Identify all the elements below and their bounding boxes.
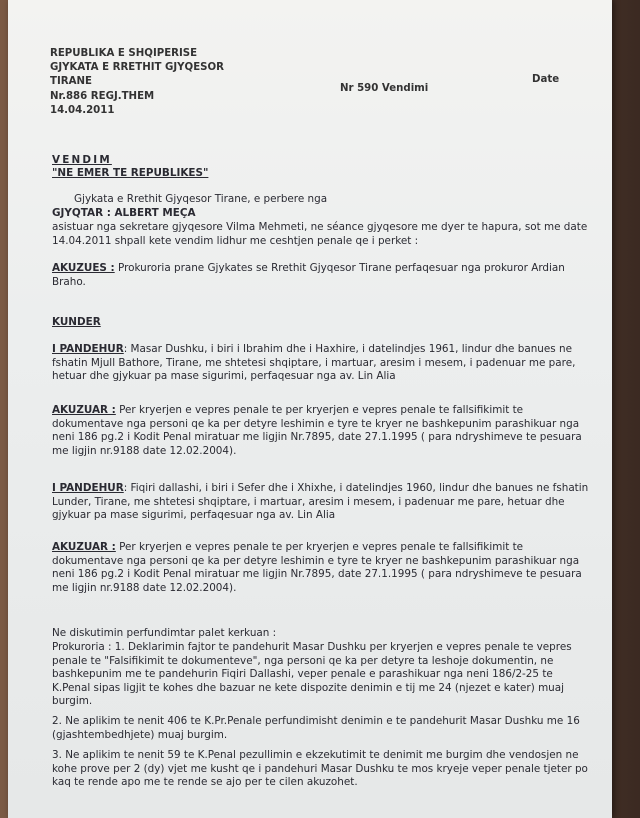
request-item-2: 2. Ne aplikim te nenit 406 te K.Pr.Penale perfundimisht denimin e te pandehurit Masar Dushku me 16 (gjashtembedhjete) muaj burgim. xyxy=(52,715,580,741)
discussion-intro: Ne diskutimin perfundimtar palet kerkuan : xyxy=(52,627,277,639)
defendant-label: I PANDEHUR xyxy=(52,482,124,494)
date-label: Date xyxy=(532,74,560,85)
document-title: VENDIM xyxy=(52,154,112,166)
header-line: REPUBLIKA E SHQIPERISE xyxy=(50,48,198,59)
document-page xyxy=(8,0,612,818)
charge-2-paragraph xyxy=(52,541,592,595)
intro-line: Gjykata e Rrethit Gjyqesor Tirane, e perbere nga xyxy=(74,193,328,205)
header-line: 14.04.2011 xyxy=(50,104,115,116)
header-line: Nr.886 REGJ.THEM xyxy=(50,90,155,102)
document-subtitle: "NE EMER TE REPUBLIKES" xyxy=(52,167,209,179)
prosecutor-label: AKUZUES : xyxy=(52,262,115,274)
intro-paragraph: asistuar nga sekretare gjyqesore Vilma Mehmeti, ne séance gjyqesore me dyer te hapura, sot me date 14.04.2011 shpall kete vendim lidhur me ceshtjen penale qe i perket : xyxy=(52,221,588,247)
decision-number: Nr 590 Vendimi xyxy=(340,83,429,94)
charge-text: Per kryerjen e vepres penale te per kryerjen e vepres penale te fallsifikimit te dokumentave nga personi qe ka per detyre leshimin e tyre te kryer ne bashkepunim parashikuar nga neni 186 pg.2 i Kodit Penal miratuar me ligjin Nr.7895, date 27.1.1995 ( para ndryshimeve te pesuara me ligjin nr.9188 date 12.02.2004). xyxy=(52,404,582,457)
against-heading: KUNDER xyxy=(52,316,101,328)
header-line: TIRANE xyxy=(50,76,92,88)
charge-text: Per kryerjen e vepres penale te per kryerjen e vepres penale te fallsifikimit te dokumentave nga personi qe ka per detyre leshimin e tyre te kryer ne bashkepunim parashikuar nga neni 186 pg.2 i Kodit Penal miratuar me ligjin Nr.7895, date 27.1.1995 ( para ndryshimeve te pesuara me ligjin nr.9188 date 12.02.2004). xyxy=(52,541,582,594)
court-header xyxy=(50,47,224,118)
request-item-3: 3. Ne aplikim te nenit 59 te K.Penal pezullimin e ekzekutimit te denimit me burgim dhe vendosjen ne kohe prove per 2 (dy) vjet me kusht qe i pandehuri Masar Dushku te mos kryeje veper penale tjeter po kaq te rende apo me te rende se ajo per te cilen akuzohet. xyxy=(52,749,588,789)
defendant-1-paragraph xyxy=(52,343,592,384)
charge-label: AKUZUAR : xyxy=(52,541,116,553)
defendant-text: : Fiqiri dallashi, i biri i Sefer dhe i Xhixhe, i datelindjes 1960, lindur dhe banues ne fshatin Lunder, Tirane, me shtetesi shqiptare, i martuar, aresim i mesem, i padenuar me pare, hetuar dhe gjykuar pa mase sigurimi, perfaqesuar nga av. Lin Alia xyxy=(52,482,589,522)
request-item-1: Prokuroria : 1. Deklarimin fajtor te pandehurit Masar Dushku per kryerjen e vepres penale te vepres penale te "Falsifikimit te dokumenteve", nga personi qe ka per detyre ta leshoje dokumentin, ne bashkepunim me te pandehurin Fiqiri Dallashi, veper penale e parashikuar nga neni 186/2-25 te K.Penal sipas ligjit te kohes dhe bazuar ne kete dispozite denimin e tij me 24 (njezet e kater) muaj burgim. xyxy=(52,641,572,708)
judge-line: GJYQTAR : ALBERT MEÇA xyxy=(52,207,196,219)
defendant-text: : Masar Dushku, i biri i Ibrahim dhe i Haxhire, i datelindjes 1961, lindur dhe banues ne fshatin Mjull Bathore, Tirane, me shtetesi shqiptare, i martuar, aresim i mesem, i padenuar me pare, hetuar dhe gjykuar pa mase sigurimi, perfaqesuar nga av. Lin Alia xyxy=(52,343,576,383)
defendant-2-paragraph xyxy=(52,482,592,523)
defendant-label: I PANDEHUR xyxy=(52,343,124,355)
charge-1-paragraph xyxy=(52,404,592,458)
header-line: GJYKATA E RRETHIT GJYQESOR xyxy=(50,62,225,74)
prosecutor-text: Prokuroria prane Gjykates se Rrethit Gjyqesor Tirane perfaqesuar nga prokuror Ardian Braho. xyxy=(52,262,565,288)
charge-label: AKUZUAR : xyxy=(52,404,116,416)
prosecutor-paragraph xyxy=(52,262,592,289)
